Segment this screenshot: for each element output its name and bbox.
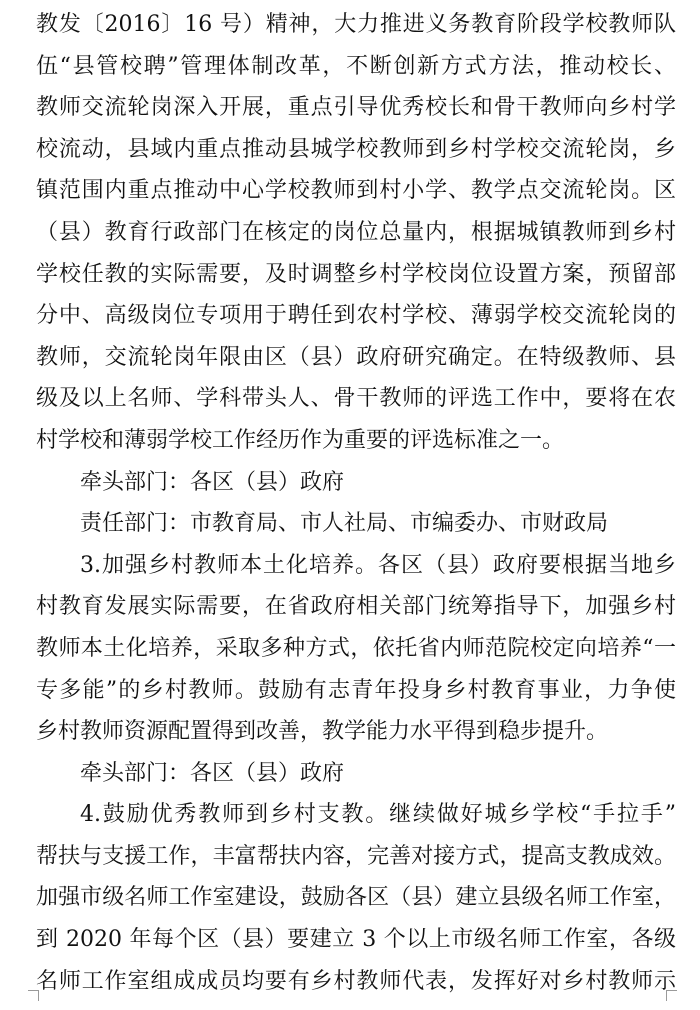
text-line: 教师交流轮岗深入开展，重点引导优秀校长和骨干教师向乡村学 (36, 95, 676, 121)
text-line: 教师，交流轮岗年限由区（县）政府研究确定。在特级教师、县 (36, 344, 676, 370)
text-line: 镇范围内重点推动中心学校教师到村小学、教学点交流轮岗。区 (36, 178, 676, 204)
text-line: 分中、高级岗位专项用于聘任到农村学校、薄弱学校交流轮岗的 (36, 303, 676, 329)
lead-department-line: 牵头部门：各区（县）政府 (80, 469, 345, 495)
text-line: 伍“县管校聘”管理体制改革，不断创新方式方法，推动校长、 (36, 53, 676, 79)
text-line: 帮扶与支援工作，丰富帮扶内容，完善对接方式，提高支教成效。 (36, 843, 676, 869)
text-line: 名师工作室组成成员均要有乡村教师代表，发挥好对乡村教师示 (36, 968, 676, 994)
text-line: 级及以上名师、学科带头人、骨干教师的评选工作中，要将在农 (36, 386, 676, 412)
responsible-departments-line: 责任部门：市教育局、市人社局、市编委办、市财政局 (80, 511, 609, 537)
text-line: 学校任教的实际需要，及时调整乡村学校岗位设置方案，预留部 (36, 261, 676, 287)
text-line: （县）教育行政部门在核定的岗位总量内，根据城镇教师到乡村 (36, 219, 676, 245)
text-line: 教发〔2016〕16 号）精神，大力推进义务教育阶段学校教师队 (36, 12, 676, 37)
section-heading-line: 3.加强乡村教师本土化培养。各区（县）政府要根据当地乡 (80, 552, 676, 578)
text-line: 到 2020 年每个区（县）要建立 3 个以上市级名师工作室，各级 (36, 927, 676, 953)
text-line: 村教育发展实际需要，在省政府相关部门统筹指导下，加强乡村 (36, 594, 676, 620)
page-corner-mark-left (28, 990, 39, 1001)
text-line: 村学校和薄弱学校工作经历作为重要的评选标准之一。 (36, 427, 565, 453)
text-line: 校流动，县域内重点推动县城学校教师到乡村学校交流轮岗，乡 (36, 136, 676, 162)
text-line: 乡村教师资源配置得到改善，教学能力水平得到稳步提升。 (36, 719, 609, 745)
page-corner-mark-right (666, 990, 677, 1001)
document-body (36, 4, 676, 1002)
text-line: 专多能”的乡村教师。鼓励有志青年投身乡村教育事业，力争使 (36, 677, 676, 703)
section-heading-line: 4.鼓励优秀教师到乡村支教。继续做好城乡学校“手拉手” (80, 802, 676, 828)
text-line: 教师本土化培养，采取多种方式，依托省内师范院校定向培养“一 (36, 635, 676, 661)
lead-department-line: 牵头部门：各区（县）政府 (80, 760, 345, 786)
text-line: 加强市级名师工作室建设，鼓励各区（县）建立县级名师工作室， (36, 885, 676, 911)
